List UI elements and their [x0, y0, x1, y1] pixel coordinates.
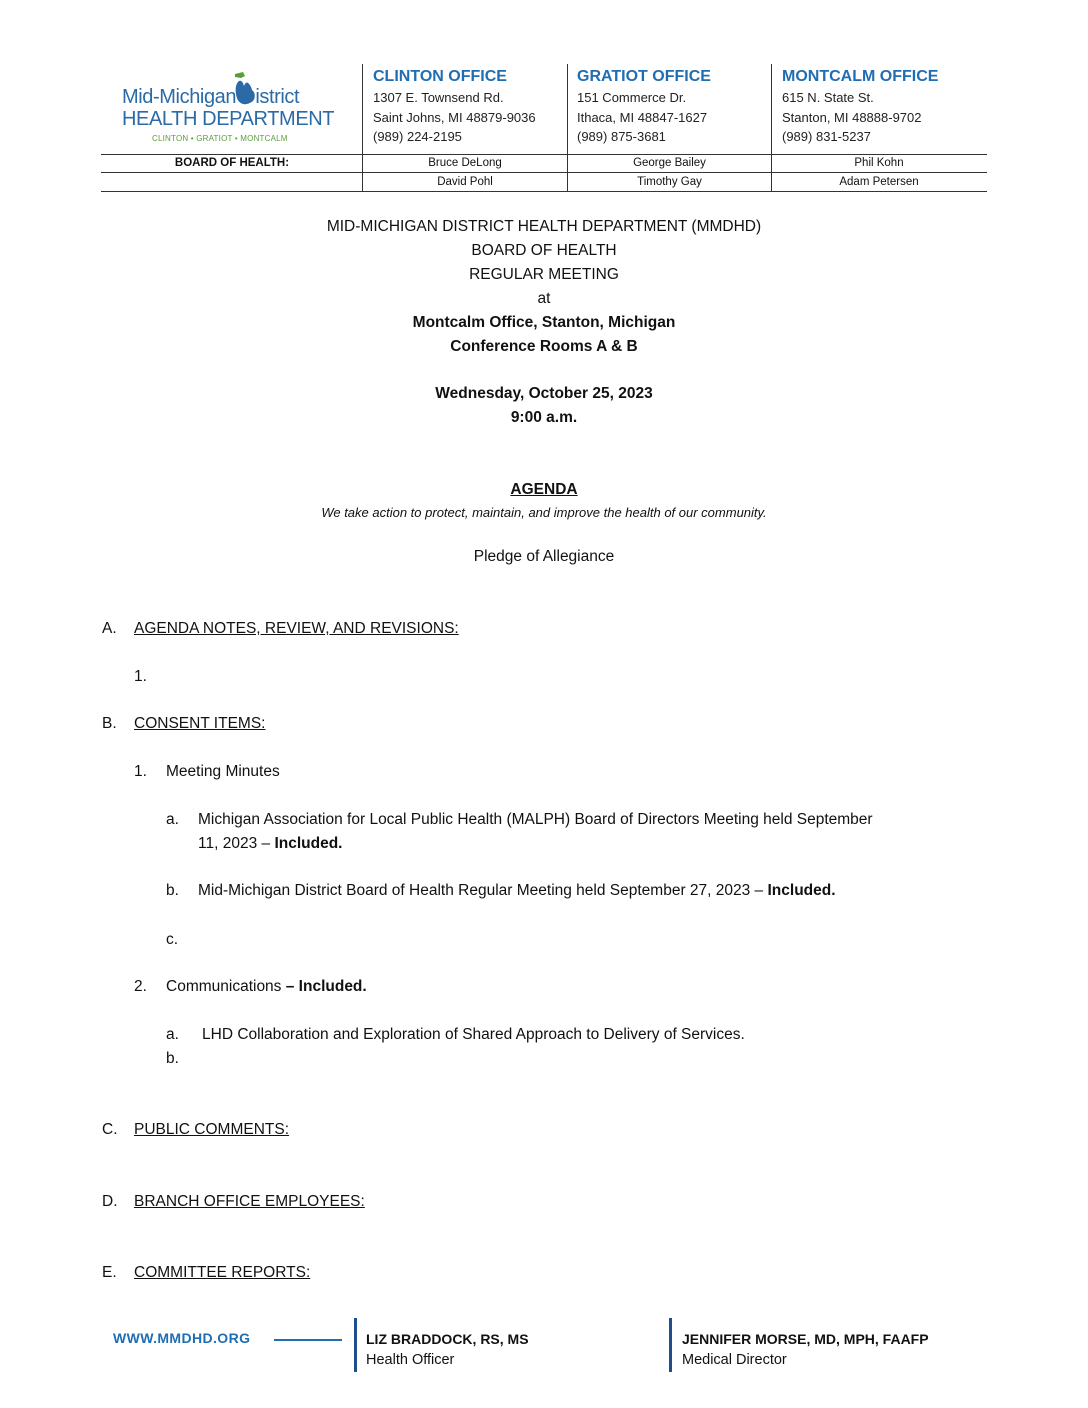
office-street: 1307 E. Townsend Rd. — [373, 90, 504, 105]
logo-text-line2: HEALTH DEPARTMENT — [122, 108, 335, 130]
section-letter: B. — [102, 715, 117, 732]
board-table-rule — [101, 191, 987, 192]
board-name: BOARD OF HEALTH — [471, 242, 617, 259]
board-member: Phil Kohn — [854, 157, 904, 169]
section-title-branch-office: BRANCH OFFICE EMPLOYEES: — [134, 1193, 365, 1210]
office-phone: (989) 831-5237 — [782, 129, 871, 144]
communications-item — [166, 978, 367, 996]
footer-divider — [354, 1318, 357, 1372]
board-table-rule — [101, 172, 987, 173]
board-member: David Pohl — [437, 176, 493, 188]
agenda-title: AGENDA — [510, 481, 578, 498]
sub-item-letter: b. — [166, 882, 179, 899]
sub-item-letter: a. — [166, 1026, 179, 1043]
health-officer-name: LIZ BRADDOCK, RS, MS — [366, 1331, 529, 1347]
office-street: 615 N. State St. — [782, 90, 874, 105]
footer-rule — [274, 1339, 342, 1341]
logo-counties: CLINTON • GRATIOT • MONTCALM — [152, 134, 288, 143]
office-city: Saint Johns, MI 48879-9036 — [373, 109, 536, 125]
sub-item-letter: a. — [166, 811, 179, 828]
office-title: CLINTON OFFICE — [373, 68, 507, 85]
clinton-office — [373, 66, 573, 147]
included-label: – Included. — [285, 978, 367, 995]
department-name: MID-MICHIGAN DISTRICT HEALTH DEPARTMENT (MMDHD) — [326, 218, 762, 235]
meeting-type: REGULAR MEETING — [469, 266, 619, 283]
section-title-consent-items: CONSENT ITEMS: — [134, 715, 266, 732]
office-phone: (989) 875-3681 — [577, 129, 666, 144]
pledge-of-allegiance: Pledge of Allegiance — [473, 548, 615, 565]
section-title-committee-reports: COMMITTEE REPORTS: — [134, 1264, 311, 1281]
mmdhd-logo — [118, 72, 350, 146]
office-title: MONTCALM OFFICE — [782, 68, 939, 85]
malph-minutes-text: Michigan Association for Local Public Health (MALPH) Board of Directors Meeting held September — [198, 811, 873, 828]
communications-text: Communications — [166, 978, 282, 995]
medical-director-title: Medical Director — [682, 1352, 787, 1368]
meeting-rooms: Conference Rooms A & B — [450, 338, 638, 355]
board-member: Timothy Gay — [637, 176, 702, 188]
board-member: Adam Petersen — [839, 176, 919, 188]
meeting-date: Wednesday, October 25, 2023 — [435, 385, 653, 402]
office-city: Ithaca, MI 48847-1627 — [577, 109, 708, 125]
section-title-public-comments: PUBLIC COMMENTS: — [134, 1121, 290, 1138]
office-title: GRATIOT OFFICE — [577, 68, 711, 85]
meeting-location: Montcalm Office, Stanton, Michigan — [412, 314, 676, 331]
malph-minutes-date-text: 11, 2023 – — [198, 835, 271, 852]
logo-text-line1: Mid-Michigan District — [122, 86, 300, 108]
sub-item-letter: c. — [166, 931, 179, 948]
montcalm-office — [782, 66, 982, 147]
list-item-number: 2. — [134, 978, 147, 995]
list-item-number: 1. — [134, 668, 147, 685]
list-item-number: 1. — [134, 763, 147, 780]
website-link[interactable]: WWW.MMDHD.ORG — [113, 1330, 251, 1346]
at-text: at — [537, 290, 551, 307]
medical-director-name: JENNIFER MORSE, MD, MPH, FAAFP — [682, 1331, 929, 1347]
mission-statement: We take action to protect, maintain, and improve the health of our community. — [321, 505, 767, 520]
section-title-agenda-notes: AGENDA NOTES, REVIEW, AND REVISIONS: — [134, 620, 459, 637]
meeting-time: 9:00 a.m. — [510, 409, 578, 426]
office-city: Stanton, MI 48888-9702 — [782, 109, 922, 125]
section-letter: A. — [102, 620, 117, 637]
office-phone: (989) 224-2195 — [373, 129, 462, 144]
sub-item-letter: b. — [166, 1050, 179, 1067]
board-member: George Bailey — [633, 157, 706, 169]
lhd-collaboration-item: LHD Collaboration and Exploration of Shared Approach to Delivery of Services. — [202, 1026, 745, 1043]
board-member: Bruce DeLong — [428, 157, 502, 169]
board-of-health-label: BOARD OF HEALTH: — [174, 157, 290, 169]
section-letter: C. — [102, 1121, 118, 1138]
included-label: Included. — [767, 882, 836, 899]
meeting-minutes-item: Meeting Minutes — [166, 763, 280, 780]
mmdhd-minutes-text: Mid-Michigan District Board of Health Regular Meeting held September 27, 2023 – — [198, 882, 764, 899]
mmdhd-minutes-item — [198, 882, 836, 900]
included-label: Included. — [274, 835, 343, 852]
footer-divider — [669, 1318, 672, 1372]
office-street: 151 Commerce Dr. — [577, 90, 687, 105]
section-letter: D. — [102, 1193, 118, 1210]
health-officer-title: Health Officer — [366, 1352, 455, 1368]
malph-minutes-date — [198, 835, 342, 853]
gratiot-office — [577, 66, 777, 147]
section-letter: E. — [102, 1264, 117, 1281]
